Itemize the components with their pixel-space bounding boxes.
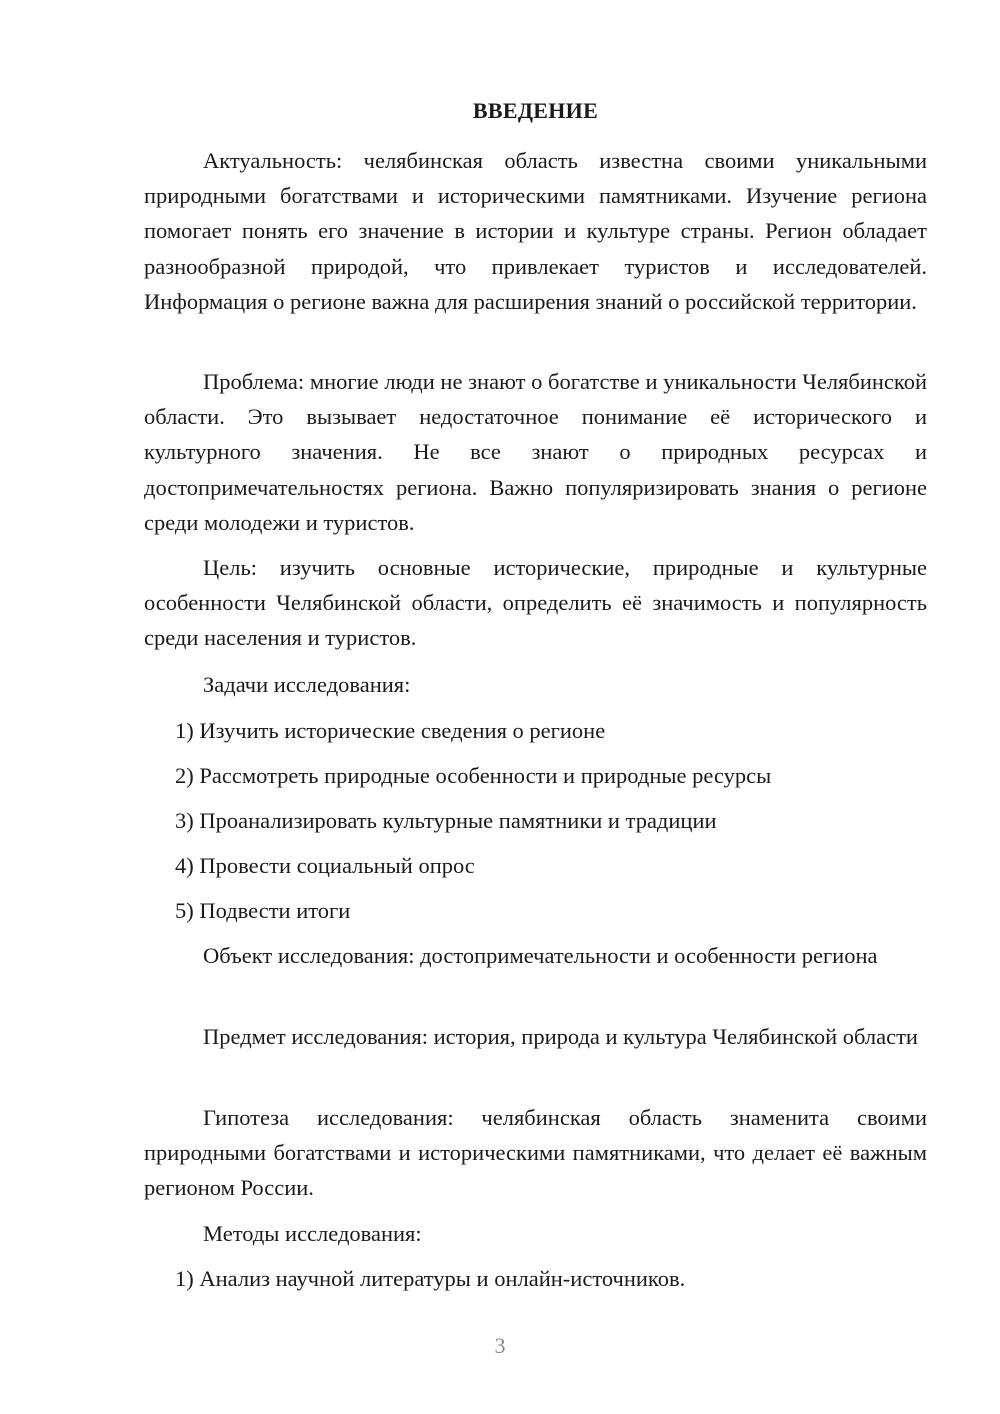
relevance-paragraph: Актуальность: челябинская область известна своими уникальными природными богатствами и историческими памятниками. Изучение региона помогает понять его значение в истории и культуре страны. Регион обладает разнообразной природой, что привлекает туристов и исследователей. Информация о регионе важна для расширения знаний о российской территории. <box>144 148 927 314</box>
methods-title: Методы исследования: <box>203 1221 422 1246</box>
problem-paragraph: Проблема: многие люди не знают о богатстве и уникальности Челябинской области. Это вызывает недостаточное понимание её исторического и культурного значения. Не все знают о природных ресурсах и достопримечательностях региона. Важно популяризировать знания о регионе среди молодежи и туристов. <box>144 369 927 535</box>
section-heading: ВВЕДЕНИЕ <box>472 98 599 123</box>
task-item: 1) Изучить исторические сведения о регионе <box>175 718 606 743</box>
object-paragraph: Объект исследования: достопримечательности и особенности региона <box>203 943 878 968</box>
subject-paragraph: Предмет исследования: история, природа и культура Челябинской области <box>203 1024 918 1049</box>
method-item: 1) Анализ научной литературы и онлайн-источников. <box>175 1266 686 1291</box>
goal-paragraph: Цель: изучить основные исторические, природные и культурные особенности Челябинской области, определить её значимость и популярность среди населения и туристов. <box>144 555 927 651</box>
task-item: 4) Провести социальный опрос <box>175 853 475 878</box>
tasks-title: Задачи исследования: <box>203 672 411 697</box>
hypothesis-paragraph: Гипотеза исследования: челябинская область знаменита своими природными богатствами и историческими памятниками, что делает её важным регионом России. <box>144 1105 927 1201</box>
task-item: 2) Рассмотреть природные особенности и природные ресурсы <box>175 763 772 788</box>
page-number: 3 <box>494 1333 506 1358</box>
task-item: 5) Подвести итоги <box>175 898 351 923</box>
task-item: 3) Проанализировать культурные памятники и традиции <box>175 808 717 833</box>
